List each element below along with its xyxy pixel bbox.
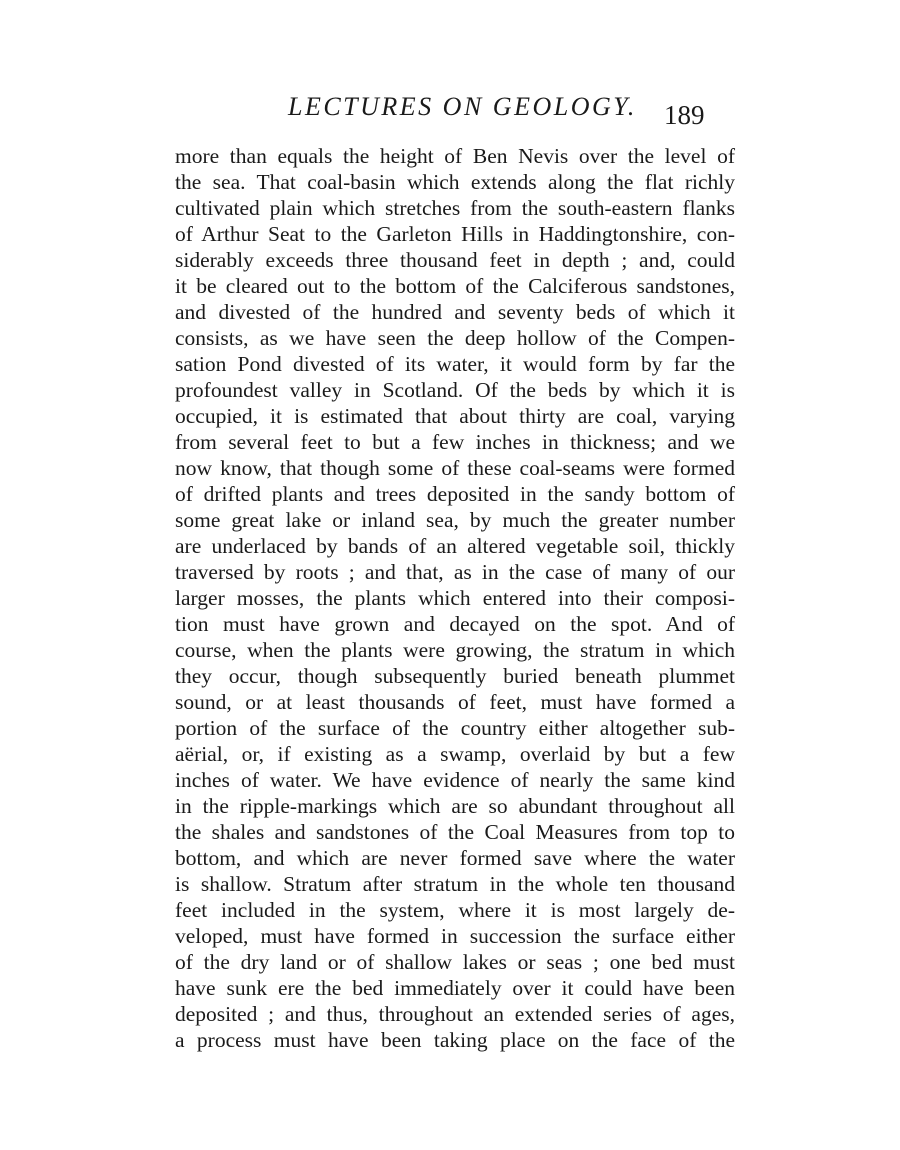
body-text xyxy=(175,143,735,1053)
text-line: larger mosses, the plants which entered into their composi- xyxy=(175,586,735,610)
text-line: siderably exceeds three thousand feet in depth ; and, could xyxy=(175,248,735,272)
text-line: tion must have grown and decayed on the spot. And of xyxy=(175,612,735,636)
text-line: from several feet to but a few inches in thickness; and we xyxy=(175,430,735,454)
text-line: feet included in the system, where it is most largely de- xyxy=(175,898,735,922)
text-line: sound, or at least thousands of feet, must have formed a xyxy=(175,690,735,714)
text-line: a process must have been taking place on the face of the xyxy=(175,1028,735,1052)
text-line: occupied, it is estimated that about thirty are coal, varying xyxy=(175,404,735,428)
text-line: and divested of the hundred and seventy beds of which it xyxy=(175,300,735,324)
text-line: of the dry land or of shallow lakes or seas ; one bed must xyxy=(175,950,735,974)
text-line: the shales and sandstones of the Coal Measures from top to xyxy=(175,820,735,844)
page-number: 189 xyxy=(664,100,705,130)
text-line: of drifted plants and trees deposited in the sandy bottom of xyxy=(175,482,735,506)
text-line: sation Pond divested of its water, it would form by far the xyxy=(175,352,735,376)
text-line: aërial, or, if existing as a swamp, overlaid by but a few xyxy=(175,742,735,766)
text-line: more than equals the height of Ben Nevis over the level of xyxy=(175,144,735,168)
text-line: now know, that though some of these coal-seams were formed xyxy=(175,456,735,480)
text-line: have sunk ere the bed immediately over it could have been xyxy=(175,976,735,1000)
text-line: inches of water. We have evidence of nearly the same kind xyxy=(175,768,735,792)
text-line: portion of the surface of the country either altogether sub- xyxy=(175,716,735,740)
text-line: is shallow. Stratum after stratum in the whole ten thousand xyxy=(175,872,735,896)
text-line: profoundest valley in Scotland. Of the beds by which it is xyxy=(175,378,735,402)
text-line: bottom, and which are never formed save where the water xyxy=(175,846,735,870)
text-line: the sea. That coal-basin which extends along the flat richly xyxy=(175,170,735,194)
text-line: traversed by roots ; and that, as in the case of many of our xyxy=(175,560,735,584)
text-line: some great lake or inland sea, by much the greater number xyxy=(175,508,735,532)
text-line: they occur, though subsequently buried beneath plummet xyxy=(175,664,735,688)
text-line: it be cleared out to the bottom of the Calciferous sandstones, xyxy=(175,274,735,298)
text-line: are underlaced by bands of an altered vegetable soil, thickly xyxy=(175,534,735,558)
text-line: cultivated plain which stretches from the south-eastern flanks xyxy=(175,196,735,220)
text-line: consists, as we have seen the deep hollow of the Compen- xyxy=(175,326,735,350)
text-line: of Arthur Seat to the Garleton Hills in Haddingtonshire, con- xyxy=(175,222,735,246)
running-head: LECTURES ON GEOLOGY. xyxy=(288,92,637,121)
text-line: deposited ; and thus, throughout an extended series of ages, xyxy=(175,1002,735,1026)
text-line: in the ripple-markings which are so abundant throughout all xyxy=(175,794,735,818)
text-line: course, when the plants were growing, the stratum in which xyxy=(175,638,735,662)
text-line: veloped, must have formed in succession the surface either xyxy=(175,924,735,948)
